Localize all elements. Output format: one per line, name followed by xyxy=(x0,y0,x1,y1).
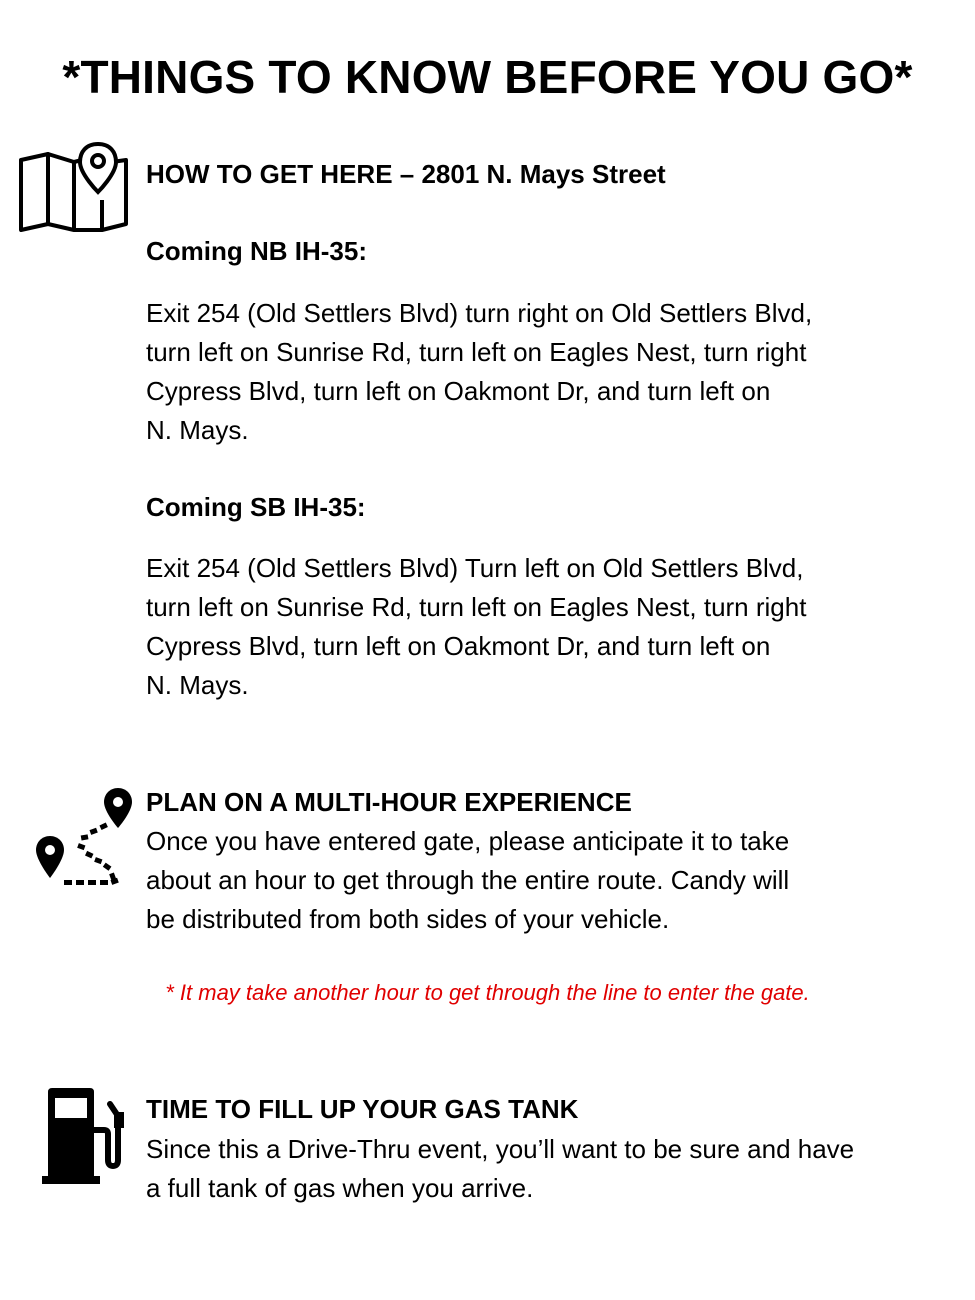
text-line: N. Mays. xyxy=(146,415,249,445)
text-line: Once you have entered gate, please anticipate it to take xyxy=(146,826,790,856)
text-line: N. Mays. xyxy=(146,670,249,700)
northbound-directions xyxy=(146,294,812,450)
text-line: about an hour to get through the entire route. Candy will xyxy=(146,865,790,895)
gas-heading: TIME TO FILL UP YOUR GAS TANK xyxy=(146,1094,579,1124)
wait-time-note: * It may take another hour to get through the line to enter the gate. xyxy=(165,980,810,1005)
northbound-label: Coming NB IH-35: xyxy=(146,236,367,266)
text-line: Since this a Drive-Thru event, you’ll want to be sure and have xyxy=(146,1134,855,1164)
directions-heading: HOW TO GET HERE – 2801 N. Mays Street xyxy=(146,159,666,189)
route-icon xyxy=(28,784,136,896)
text-line: turn left on Sunrise Rd, turn left on Eagles Nest, turn right xyxy=(146,592,807,622)
gas-pump-icon xyxy=(38,1086,130,1186)
gas-description xyxy=(146,1130,854,1208)
experience-heading: PLAN ON A MULTI-HOUR EXPERIENCE xyxy=(146,787,632,817)
map-pin-icon xyxy=(18,140,130,232)
text-line: a full tank of gas when you arrive. xyxy=(146,1173,534,1203)
southbound-directions xyxy=(146,549,806,705)
page-title: *THINGS TO KNOW BEFORE YOU GO* xyxy=(62,51,913,103)
text-line: Cypress Blvd, turn left on Oakmont Dr, and turn left on xyxy=(146,376,771,406)
southbound-label: Coming SB IH-35: xyxy=(146,492,366,522)
text-line: Exit 254 (Old Settlers Blvd) Turn left on Old Settlers Blvd, xyxy=(146,553,804,583)
text-line: be distributed from both sides of your vehicle. xyxy=(146,904,670,934)
text-line: turn left on Sunrise Rd, turn left on Eagles Nest, turn right xyxy=(146,337,807,367)
text-line: Exit 254 (Old Settlers Blvd) turn right on Old Settlers Blvd, xyxy=(146,298,813,328)
text-line: Cypress Blvd, turn left on Oakmont Dr, and turn left on xyxy=(146,631,771,661)
experience-description xyxy=(146,822,789,939)
